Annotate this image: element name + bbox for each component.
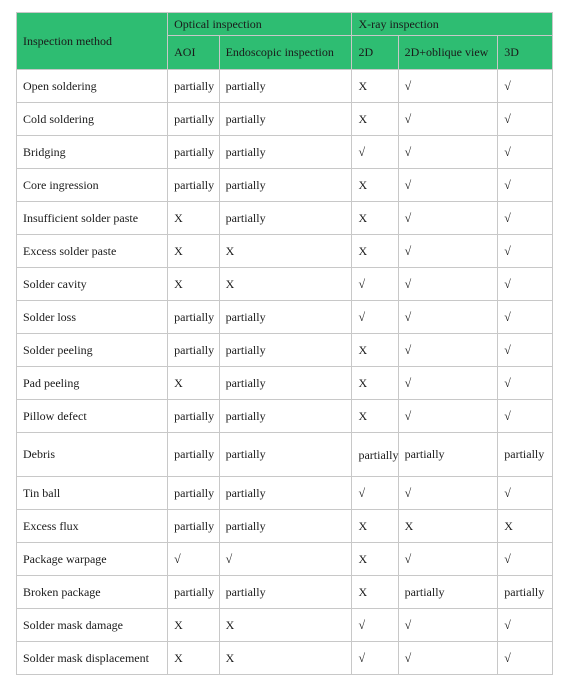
cell-xray-2d: X [352, 334, 398, 367]
cell-aoi: partially [168, 169, 219, 202]
cell-xray-2d: X [352, 103, 398, 136]
cell-defect: Insufficient solder paste [17, 202, 168, 235]
cell-xray-3d: √ [498, 169, 553, 202]
table-row [17, 235, 553, 268]
cell-endoscopic: partially [219, 477, 352, 510]
cell-endoscopic: partially [219, 103, 352, 136]
header-xray-3d: 3D [498, 36, 553, 70]
cell-xray-2d-oblique: partially [398, 433, 498, 477]
header-aoi: AOI [168, 36, 219, 70]
cell-xray-2d: X [352, 367, 398, 400]
table-row [17, 543, 553, 576]
cell-aoi: partially [168, 70, 219, 103]
cell-xray-2d-oblique: X [398, 510, 498, 543]
cell-xray-2d: √ [352, 609, 398, 642]
cell-defect: Solder loss [17, 301, 168, 334]
cell-defect: Pad peeling [17, 367, 168, 400]
table-header [17, 13, 553, 70]
cell-aoi: partially [168, 576, 219, 609]
cell-xray-3d: √ [498, 477, 553, 510]
cell-xray-3d: √ [498, 367, 553, 400]
cell-xray-3d: √ [498, 202, 553, 235]
cell-xray-3d: partially [498, 576, 553, 609]
cell-aoi: partially [168, 477, 219, 510]
cell-xray-2d-oblique: √ [398, 136, 498, 169]
cell-xray-2d: X [352, 543, 398, 576]
cell-endoscopic: partially [219, 136, 352, 169]
cell-xray-2d-oblique: √ [398, 103, 498, 136]
cell-defect: Excess solder paste [17, 235, 168, 268]
cell-endoscopic: X [219, 268, 352, 301]
cell-endoscopic: partially [219, 400, 352, 433]
cell-xray-2d-oblique: √ [398, 202, 498, 235]
cell-aoi: partially [168, 334, 219, 367]
cell-aoi: X [168, 642, 219, 675]
cell-aoi: partially [168, 301, 219, 334]
table-row [17, 433, 553, 477]
cell-xray-2d-oblique: √ [398, 334, 498, 367]
cell-defect: Pillow defect [17, 400, 168, 433]
cell-endoscopic: √ [219, 543, 352, 576]
inspection-methods-table [16, 12, 553, 675]
cell-xray-2d-oblique: √ [398, 543, 498, 576]
cell-xray-2d-oblique: √ [398, 477, 498, 510]
cell-xray-2d-oblique: √ [398, 609, 498, 642]
cell-endoscopic: partially [219, 576, 352, 609]
cell-defect: Excess flux [17, 510, 168, 543]
header-row-1 [17, 13, 553, 36]
table-row [17, 301, 553, 334]
header-xray-2d: 2D [352, 36, 398, 70]
cell-endoscopic: partially [219, 301, 352, 334]
cell-xray-2d: X [352, 169, 398, 202]
cell-defect: Solder mask displacement [17, 642, 168, 675]
cell-xray-3d: √ [498, 301, 553, 334]
table-row [17, 642, 553, 675]
cell-defect: Solder cavity [17, 268, 168, 301]
cell-xray-3d: √ [498, 334, 553, 367]
cell-aoi: X [168, 609, 219, 642]
cell-xray-3d: X [498, 510, 553, 543]
cell-endoscopic: partially [219, 202, 352, 235]
cell-xray-2d: √ [352, 301, 398, 334]
cell-endoscopic: partially [219, 510, 352, 543]
cell-defect: Package warpage [17, 543, 168, 576]
cell-xray-3d: √ [498, 543, 553, 576]
cell-xray-3d: √ [498, 642, 553, 675]
table-row [17, 510, 553, 543]
cell-aoi: X [168, 367, 219, 400]
table-row [17, 202, 553, 235]
cell-xray-2d: X [352, 510, 398, 543]
cell-endoscopic: partially [219, 433, 352, 477]
cell-aoi: √ [168, 543, 219, 576]
cell-xray-2d-oblique: √ [398, 268, 498, 301]
table-row [17, 268, 553, 301]
cell-xray-3d: √ [498, 400, 553, 433]
cell-defect: Tin ball [17, 477, 168, 510]
cell-aoi: partially [168, 136, 219, 169]
cell-xray-3d: partially [498, 433, 553, 477]
table-row [17, 400, 553, 433]
table-row [17, 103, 553, 136]
header-inspection-method: Inspection method [17, 13, 168, 70]
cell-xray-3d: √ [498, 136, 553, 169]
cell-xray-2d: X [352, 576, 398, 609]
cell-xray-2d: X [352, 235, 398, 268]
cell-xray-2d: X [352, 400, 398, 433]
cell-xray-2d: √ [352, 268, 398, 301]
table-body [17, 70, 553, 675]
cell-xray-2d-oblique: √ [398, 235, 498, 268]
table-row [17, 136, 553, 169]
cell-xray-3d: √ [498, 103, 553, 136]
cell-defect: Bridging [17, 136, 168, 169]
table-row [17, 609, 553, 642]
table-row [17, 367, 553, 400]
cell-aoi: X [168, 202, 219, 235]
cell-defect: Solder mask damage [17, 609, 168, 642]
cell-xray-3d: √ [498, 609, 553, 642]
cell-xray-2d-oblique: √ [398, 642, 498, 675]
cell-xray-2d-oblique: √ [398, 367, 498, 400]
cell-defect: Core ingression [17, 169, 168, 202]
cell-defect: Solder peeling [17, 334, 168, 367]
cell-aoi: partially [168, 433, 219, 477]
cell-xray-2d-oblique: partially [398, 576, 498, 609]
cell-aoi: partially [168, 510, 219, 543]
cell-xray-2d: partially [352, 433, 398, 477]
header-endoscopic: Endoscopic inspection [219, 36, 352, 70]
cell-endoscopic: X [219, 642, 352, 675]
cell-xray-2d-oblique: √ [398, 70, 498, 103]
cell-defect: Debris [17, 433, 168, 477]
cell-xray-2d: X [352, 202, 398, 235]
cell-xray-2d: √ [352, 477, 398, 510]
cell-xray-2d-oblique: √ [398, 169, 498, 202]
header-xray-2d-oblique: 2D+oblique view [398, 36, 498, 70]
cell-aoi: partially [168, 103, 219, 136]
cell-endoscopic: X [219, 609, 352, 642]
cell-defect: Cold soldering [17, 103, 168, 136]
cell-xray-3d: √ [498, 70, 553, 103]
cell-defect: Broken package [17, 576, 168, 609]
cell-xray-3d: √ [498, 268, 553, 301]
header-optical-inspection: Optical inspection [168, 13, 352, 36]
cell-aoi: X [168, 235, 219, 268]
cell-xray-3d: √ [498, 235, 553, 268]
table-row [17, 169, 553, 202]
cell-xray-2d-oblique: √ [398, 400, 498, 433]
cell-aoi: X [168, 268, 219, 301]
cell-endoscopic: partially [219, 334, 352, 367]
cell-defect: Open soldering [17, 70, 168, 103]
cell-xray-2d-oblique: √ [398, 301, 498, 334]
cell-xray-2d: √ [352, 136, 398, 169]
cell-endoscopic: partially [219, 367, 352, 400]
cell-xray-2d: X [352, 70, 398, 103]
cell-endoscopic: partially [219, 70, 352, 103]
cell-endoscopic: partially [219, 169, 352, 202]
cell-aoi: partially [168, 400, 219, 433]
table-row [17, 70, 553, 103]
table-row [17, 334, 553, 367]
cell-xray-2d: √ [352, 642, 398, 675]
cell-endoscopic: X [219, 235, 352, 268]
table-row [17, 576, 553, 609]
header-xray-inspection: X-ray inspection [352, 13, 553, 36]
table-row [17, 477, 553, 510]
